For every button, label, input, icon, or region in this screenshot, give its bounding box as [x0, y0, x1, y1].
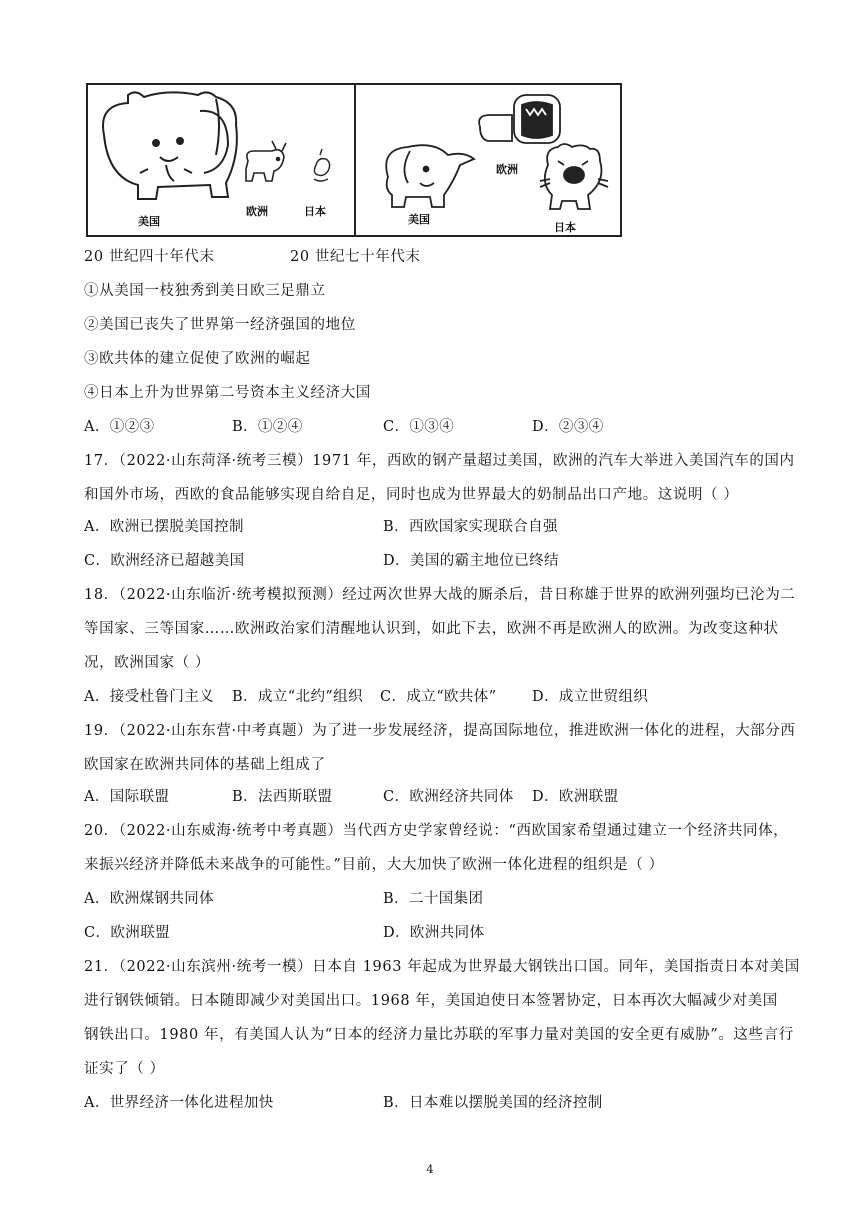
q18-option-b: B．成立“北约”组织: [232, 689, 363, 705]
q18-option-a: A．接受杜鲁门主义: [84, 689, 215, 705]
q20-option-b: B．二十国集团: [383, 891, 484, 907]
label-usa-1940s: 美国: [138, 215, 160, 228]
q16-option-b: B．①②④: [232, 419, 303, 435]
q18-option-c: C．成立“欧共体”: [380, 689, 497, 705]
q16-option-c: C．①③④: [383, 419, 455, 435]
small-elephant-usa-icon: [386, 145, 474, 207]
q18-stem-line-2: 等国家、三等国家……欧洲政治家们清醒地认识到，如此下去，欧洲不再是欧洲人的欧洲。为改变这种状: [84, 621, 779, 637]
label-usa-1970s: 美国: [408, 213, 430, 226]
q16-statement-2: ②美国已丧失了世界第一经济强国的地位: [84, 317, 356, 333]
small-cow-europe-icon: [246, 141, 286, 181]
q17-option-c: C．欧洲经济已超越美国: [84, 553, 245, 569]
tiny-creature-japan-icon: [314, 149, 330, 181]
q16-statement-4: ④日本上升为世界第二号资本主义经济大国: [84, 385, 371, 401]
q21-stem-line-4: 证实了（ ）: [84, 1061, 165, 1077]
q21-stem-line-2: 进行钢铁倾销。日本随即减少对美国出口。1968 年，美国迫使日本签署协定，日本再次大幅减少对美国: [84, 993, 778, 1009]
cartoon-figure: [86, 83, 622, 237]
q21-stem-line-3: 钢铁出口。1980 年，有美国人认为“日本的经济力量比苏联的军事力量对美国的安全更有威胁”。这些言行: [84, 1027, 794, 1043]
q18-stem-line-1: 18．（2022·山东临沂·统考模拟预测）经过两次世界大战的厮杀后，昔日称雄于世界的欧洲列强均已沦为二: [84, 587, 796, 603]
q21-option-b: B．日本难以摆脱美国的经济控制: [383, 1095, 603, 1111]
q16-statement-3: ③欧共体的建立促使了欧洲的崛起: [84, 351, 311, 367]
label-japan-1940s: 日本: [304, 205, 326, 218]
label-japan-1970s: 日本: [554, 221, 576, 234]
q19-option-c: C．欧洲经济共同体: [383, 789, 514, 805]
q19-option-b: B．法西斯联盟: [232, 789, 333, 805]
page-number: 4: [426, 1163, 434, 1176]
q17-option-d: D．美国的霸主地位已终结: [383, 553, 559, 569]
cartoon-drawing: [88, 85, 620, 235]
elephant-usa-icon: [103, 92, 237, 199]
q19-option-a: A．国际联盟: [84, 789, 170, 805]
pig-europe-icon: [479, 95, 560, 143]
q21-stem-line-1: 21．（2022·山东滨州·统考一模）日本自 1963 年起成为世界最大钢铁出口国。同年，美国指责日本对美国: [84, 959, 800, 975]
q17-stem-line-1: 17．（2022·山东菏泽·统考三模）1971 年，西欧的钢产量超过美国，欧洲的汽车大举进入美国汽车的国内: [84, 453, 795, 469]
q20-option-c: C．欧洲联盟: [84, 925, 170, 941]
caption-1970s: 20 世纪七十年代末: [290, 249, 421, 265]
q19-option-d: D．欧洲联盟: [532, 789, 619, 805]
q21-option-a: A．世界经济一体化进程加快: [84, 1095, 274, 1111]
q20-option-d: D．欧洲共同体: [383, 925, 485, 941]
q16-option-a: A．①②③: [84, 419, 155, 435]
q20-stem-line-1: 20．（2022·山东威海·统考中考真题）当代西方史学家曾经说：“西欧国家希望通过建立一个经济共同体，: [84, 823, 789, 839]
q20-stem-line-2: 来振兴经济并降低未来战争的可能性。”目前，大大加快了欧洲一体化进程的组织是（ ）: [84, 857, 664, 873]
q18-option-d: D．成立世贸组织: [532, 689, 649, 705]
caption-1940s: 20 世纪四十年代末: [84, 249, 215, 265]
q17-option-a: A．欧洲已摆脱美国控制: [84, 519, 244, 535]
q19-stem-line-2: 欧国家在欧洲共同体的基础上组成了: [84, 757, 326, 773]
q20-option-a: A．欧洲煤钢共同体: [84, 891, 215, 907]
q18-stem-line-3: 况，欧洲国家（ ）: [84, 655, 211, 671]
q16-statement-1: ①从美国一枝独秀到美日欧三足鼎立: [84, 283, 326, 299]
label-europe-1940s: 欧洲: [246, 205, 268, 218]
label-europe-1970s: 欧洲: [496, 163, 518, 176]
q17-option-b: B．西欧国家实现联合自强: [383, 519, 558, 535]
tiger-japan-icon: [540, 144, 608, 209]
q16-option-d: D．②③④: [532, 419, 604, 435]
q19-stem-line-1: 19．（2022·山东东营·中考真题）为了进一步发展经济，提高国际地位，推进欧洲一体化的进程，大部分西: [84, 723, 796, 739]
q17-stem-line-2: 和国外市场，西欧的食品能够实现自给自足，同时也成为世界最大的奶制品出口产地。这说明（ ）: [84, 487, 739, 503]
